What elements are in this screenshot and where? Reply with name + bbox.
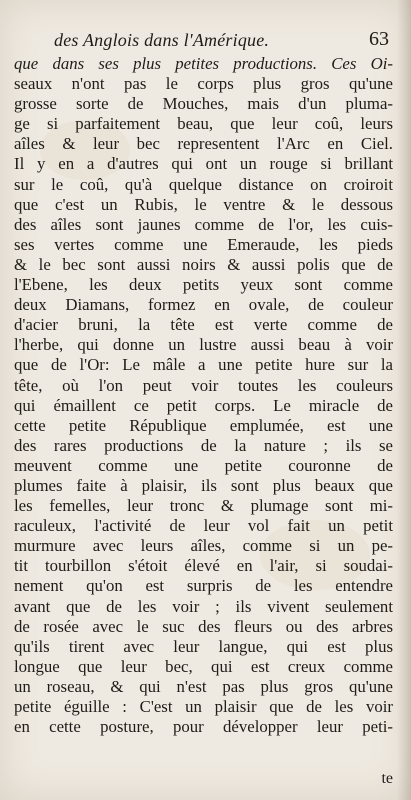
text-line: tit tourbillon s'étoit élevé en l'air, si soudai-	[14, 556, 393, 576]
page-header	[54, 30, 389, 52]
text-line: deux Diamans, formez en ovale, de couleur	[14, 295, 393, 315]
text-line: l'herbe, qui donne un lustre aussi beau à voir	[14, 335, 393, 355]
text-line: raculeux, l'activité de leur vol fait un petit	[14, 516, 393, 536]
text-line: que c'est un Rubis, le ventre & le dessous	[14, 194, 393, 214]
text-line: Il y en a d'autres qui ont un rouge si brillant	[14, 154, 393, 174]
text-line: que dans ses plus petites productions. Ces Oi-	[14, 54, 393, 73]
text-line: aîles & leur bec representent l'Arc en Ciel.	[14, 134, 393, 154]
text-line: tête, où l'on peut voir toutes les couleurs	[14, 375, 393, 395]
body-text	[14, 54, 393, 774]
text-line: seaux n'ont pas le corps plus gros qu'une	[14, 74, 393, 94]
text-line: nement qu'on est surpris de les entendre	[14, 576, 393, 596]
text-line: qu'ils tirent avec leur langue, qui est plus	[14, 636, 393, 656]
text-line: que de l'Or: Le mâle a une petite hure sur la	[14, 355, 393, 375]
text-line: petite éguille : C'est un plaisir que de les voir	[14, 697, 393, 716]
text-line: plumes faite à plaisir, ils sont plus beaux que	[14, 475, 393, 495]
text-line: d'acier bruni, la tête est verte comme de	[14, 315, 393, 335]
catchword: te	[381, 770, 393, 787]
text-line: ses vertes comme une Emeraude, les pieds	[14, 234, 393, 254]
text-line: meuvent comme une petite couronne de	[14, 455, 393, 475]
text-line: en cette posture, pour développer leur peti-	[14, 717, 393, 737]
page-edge-shadow	[397, 0, 411, 800]
text-line: de rosée avec le suc des fleurs ou des arbres	[14, 616, 393, 636]
text-line: un roseau, & qui n'est pas plus gros qu'une	[14, 676, 393, 696]
text-line: qui émaillent ce petit corps. Le miracle de	[14, 395, 393, 415]
text-line: des aîles sont jaunes comme de l'or, les cuis-	[14, 214, 393, 234]
text-line: les femelles, leur tronc & plumage sont mi-	[14, 496, 393, 516]
text-line: ge si parfaitement beau, que leur coû, leurs	[14, 114, 393, 134]
page-number: 63	[369, 28, 389, 50]
text-line: l'Ebene, les deux petits yeux sont comme	[14, 275, 393, 295]
running-title: des Anglois dans l'Amérique.	[54, 30, 270, 50]
text-line: avant que de les voir ; ils vivent seulement	[14, 596, 393, 616]
text-line: cette petite République emplumée, est une	[14, 415, 393, 435]
text-line: longue que leur bec, qui est creux comme	[14, 656, 393, 676]
text-line: sur le coû, qu'à quelque distance on croiroit	[14, 174, 393, 194]
text-line: des rares productions de la nature ; ils se	[14, 435, 393, 455]
text-line: murmure avec leurs aîles, comme si un pe-	[14, 536, 393, 556]
text-line: grosse sorte de Mouches, mais d'un pluma-	[14, 94, 393, 114]
text-line: & le bec sont aussi noirs & aussi polis que de	[14, 254, 393, 274]
